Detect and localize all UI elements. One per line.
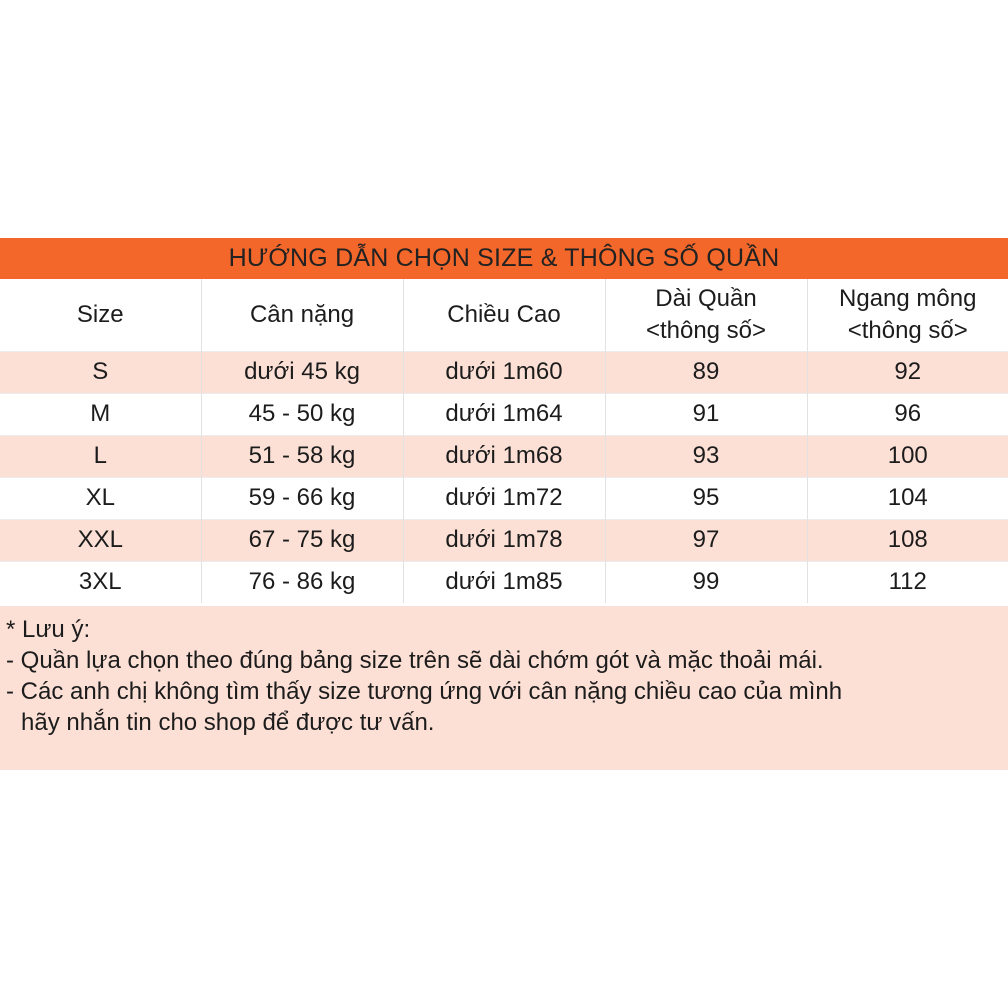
cell-pant-length: 97 <box>605 519 807 561</box>
cell-size: M <box>90 400 111 427</box>
cell-pant-length: 91 <box>605 393 807 435</box>
cell-size: S <box>92 358 109 385</box>
cell-weight: 51 - 58 kg <box>201 435 403 477</box>
cell-pant-length: 99 <box>605 561 807 603</box>
table-row <box>0 393 1008 435</box>
notes-heading: * Lưu ý: <box>6 616 91 643</box>
notes-box <box>0 606 1008 770</box>
table-row <box>0 561 1008 603</box>
cell-size: XXL <box>77 526 123 553</box>
cell-pant-length: 89 <box>605 351 807 393</box>
cell-pant-length: 95 <box>605 477 807 519</box>
cell-hip-width: 104 <box>807 477 1008 519</box>
cell-weight: 45 - 50 kg <box>201 393 403 435</box>
header-pant-length: Dài Quần <thông số> <box>605 279 807 351</box>
cell-size: L <box>93 442 107 469</box>
size-table <box>0 279 1008 603</box>
table-row <box>0 435 1008 477</box>
size-guide-title: HƯỚNG DẪN CHỌN SIZE & THÔNG SỐ QUẦN <box>0 238 1008 279</box>
header-hip-width: Ngang mông <thông số> <box>807 279 1008 351</box>
cell-pant-length: 93 <box>605 435 807 477</box>
cell-hip-width: 100 <box>807 435 1008 477</box>
note-line: hãy nhắn tin cho shop để được tư vấn. <box>21 709 435 736</box>
cell-hip-width: 92 <box>807 351 1008 393</box>
header-height: Chiều Cao <box>403 279 605 351</box>
cell-hip-width: 108 <box>807 519 1008 561</box>
cell-hip-width: 96 <box>807 393 1008 435</box>
header-weight: Cân nặng <box>201 279 403 351</box>
cell-height: dưới 1m78 <box>403 519 605 561</box>
cell-size: 3XL <box>78 568 122 596</box>
table-row <box>0 519 1008 561</box>
table-header-row <box>0 279 1008 351</box>
cell-size: XL <box>85 484 115 511</box>
cell-height: dưới 1m85 <box>403 561 605 603</box>
cell-height: dưới 1m72 <box>403 477 605 519</box>
header-size: Size <box>76 300 124 328</box>
cell-weight: 59 - 66 kg <box>201 477 403 519</box>
note-line: - Quần lựa chọn theo đúng bảng size trên sẽ dài chớm gót và mặc thoải mái. <box>6 647 824 674</box>
cell-weight: dưới 45 kg <box>201 351 403 393</box>
note-line: - Các anh chị không tìm thấy size tương ứng với cân nặng chiều cao của mình <box>6 678 843 705</box>
table-row <box>0 477 1008 519</box>
cell-weight: 67 - 75 kg <box>201 519 403 561</box>
cell-height: dưới 1m64 <box>403 393 605 435</box>
cell-height: dưới 1m60 <box>403 351 605 393</box>
cell-weight: 76 - 86 kg <box>201 561 403 603</box>
cell-hip-width: 112 <box>807 561 1008 603</box>
cell-height: dưới 1m68 <box>403 435 605 477</box>
table-row <box>0 351 1008 393</box>
